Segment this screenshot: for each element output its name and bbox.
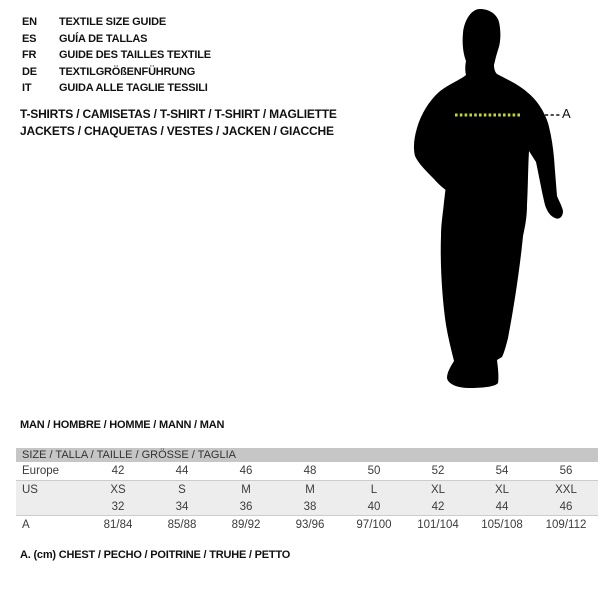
table-cell: 101/104 bbox=[417, 519, 459, 531]
language-row bbox=[22, 47, 211, 64]
category-line-jackets: JACKETS / CHAQUETAS / VESTES / JACKEN / GIACCHE bbox=[20, 124, 334, 138]
table-cell: M bbox=[305, 483, 315, 496]
measure-label-a: A bbox=[562, 106, 571, 121]
table-cell: 32 bbox=[111, 500, 125, 513]
table-cell: M bbox=[241, 483, 251, 496]
table-cell: 56 bbox=[559, 465, 573, 477]
language-label: GUIDA ALLE TAGLIE TESSILI bbox=[59, 82, 208, 94]
table-cell: 54 bbox=[495, 465, 509, 477]
language-row bbox=[22, 14, 211, 31]
language-code: EN bbox=[22, 16, 37, 28]
table-cell: XXL bbox=[555, 483, 577, 496]
table-cell: L bbox=[370, 483, 378, 496]
table-us-block bbox=[16, 481, 598, 516]
language-label: TEXTILE SIZE GUIDE bbox=[59, 16, 167, 28]
table-cell: 46 bbox=[559, 500, 573, 513]
table-cell: 85/88 bbox=[167, 519, 197, 531]
table-cell: 52 bbox=[431, 465, 445, 477]
table-cell: 34 bbox=[175, 500, 189, 513]
table-cell: 46 bbox=[239, 465, 253, 477]
language-label: GUIDE DES TAILLES TEXTILE bbox=[59, 49, 211, 61]
man-silhouette-figure bbox=[408, 5, 572, 390]
man-silhouette-path bbox=[414, 9, 563, 388]
language-title-block bbox=[22, 14, 211, 97]
table-cell: 109/112 bbox=[545, 519, 587, 531]
table-cell: 42 bbox=[431, 500, 445, 513]
language-code: FR bbox=[22, 49, 37, 61]
table-cell: 50 bbox=[367, 465, 381, 477]
table-cell: 89/92 bbox=[231, 519, 261, 531]
table-cell: XS bbox=[110, 483, 126, 496]
language-row bbox=[22, 80, 211, 97]
table-row-chest-a bbox=[16, 516, 598, 534]
garment-categories bbox=[20, 106, 337, 140]
size-table-header: SIZE / TALLA / TAILLE / GRÖSSE / TAGLIA bbox=[16, 448, 598, 462]
table-cell: 81/84 bbox=[103, 519, 133, 531]
table-row-us-letters bbox=[16, 481, 598, 498]
table-row-us-numbers bbox=[16, 498, 598, 515]
row-label: Europe bbox=[22, 465, 60, 477]
size-table bbox=[16, 448, 598, 534]
section-title-man: MAN / HOMBRE / HOMME / MANN / MAN bbox=[20, 419, 225, 431]
table-cell: 44 bbox=[495, 500, 509, 513]
language-row bbox=[22, 31, 211, 48]
table-cell: 42 bbox=[111, 465, 125, 477]
table-cell: S bbox=[178, 483, 186, 496]
table-cell: 44 bbox=[175, 465, 189, 477]
man-silhouette-svg bbox=[408, 5, 572, 390]
table-cell: 93/96 bbox=[295, 519, 325, 531]
language-code: IT bbox=[22, 82, 32, 94]
table-cell: 48 bbox=[303, 465, 317, 477]
table-cell: 40 bbox=[367, 500, 381, 513]
table-cell: XL bbox=[430, 483, 446, 496]
language-label: TEXTILGRÖßENFÜHRUNG bbox=[59, 65, 196, 78]
category-line-tshirts: T-SHIRTS / CAMISETAS / T-SHIRT / T-SHIRT / MAGLIETTE bbox=[20, 107, 337, 121]
chest-footnote: A. (cm) CHEST / PECHO / POITRINE / TRUHE / PETTO bbox=[20, 549, 291, 561]
table-cell: 38 bbox=[303, 500, 317, 513]
language-code: DE bbox=[22, 65, 37, 78]
table-cell: XL bbox=[494, 483, 510, 496]
table-cell: 36 bbox=[239, 500, 253, 513]
language-label: GUÍA DE TALLAS bbox=[59, 32, 148, 45]
table-cell: 97/100 bbox=[356, 519, 392, 531]
row-label: US bbox=[22, 483, 38, 496]
table-cell: 105/108 bbox=[481, 519, 523, 531]
row-label: A bbox=[22, 519, 30, 531]
table-row-europe bbox=[16, 462, 598, 481]
language-row bbox=[22, 64, 211, 81]
language-code: ES bbox=[22, 32, 37, 45]
